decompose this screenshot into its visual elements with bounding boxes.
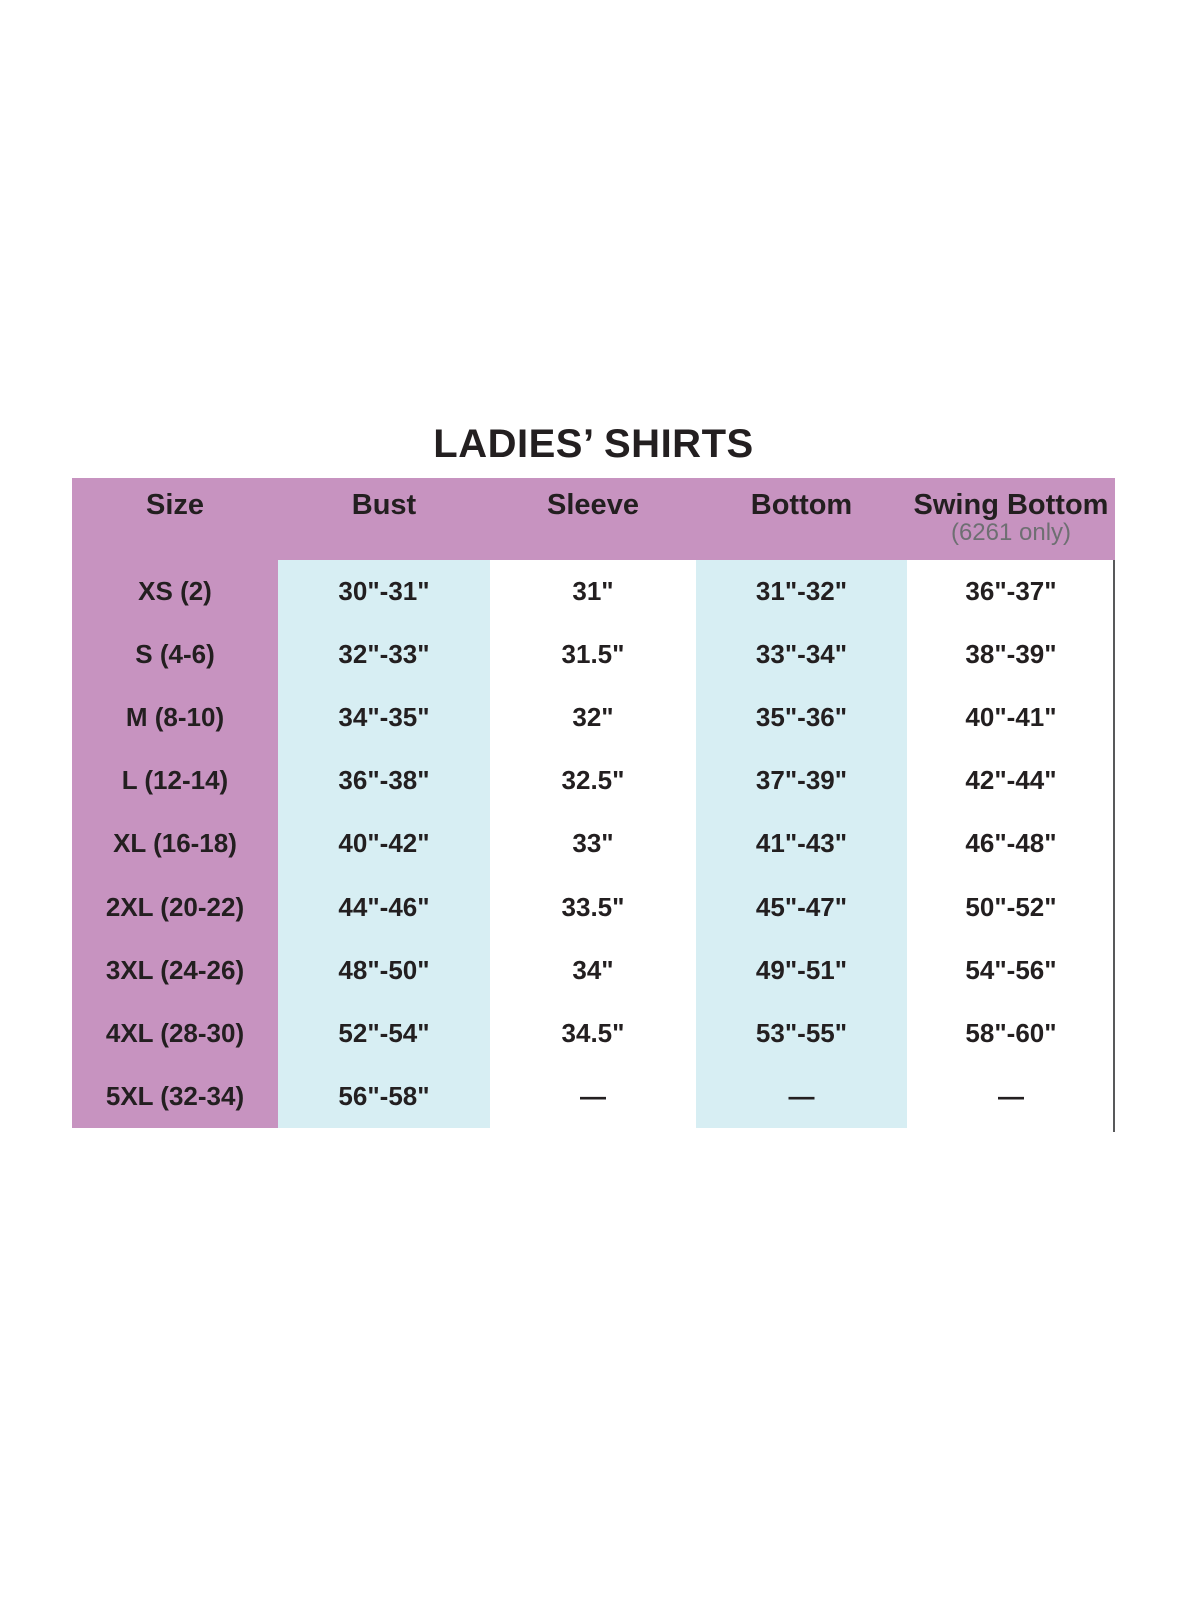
- table-body: [72, 560, 1115, 1128]
- table-header-row: [72, 478, 1115, 560]
- cell-bust: 36"-38": [278, 749, 490, 812]
- cell-bottom: 31"-32": [696, 560, 907, 623]
- page-title: LADIES’ SHIRTS: [433, 422, 754, 466]
- cell-swing: 42"-44": [907, 749, 1115, 812]
- column-header-label: Bust: [351, 489, 417, 521]
- cell-sleeve: 32": [490, 686, 696, 749]
- cell-sleeve: 34": [490, 939, 696, 1002]
- cell-sleeve: 33.5": [490, 875, 696, 938]
- cell-sleeve: 32.5": [490, 749, 696, 812]
- cell-bust: 34"-35": [278, 686, 490, 749]
- cell-size: XS (2): [72, 560, 278, 623]
- table-right-border: [1113, 560, 1115, 1132]
- cell-size: 4XL (28-30): [72, 1002, 278, 1065]
- size-chart-table: [72, 478, 1115, 1128]
- cell-swing: 38"-39": [907, 623, 1115, 686]
- cell-sleeve: —: [490, 1065, 696, 1128]
- cell-swing: 46"-48": [907, 812, 1115, 875]
- cell-swing: —: [907, 1065, 1115, 1128]
- column-header-sleeve: [490, 478, 696, 560]
- column-header-label: Sleeve: [547, 489, 639, 521]
- cell-swing: 40"-41": [907, 686, 1115, 749]
- cell-swing: 54"-56": [907, 939, 1115, 1002]
- cell-sleeve: 33": [490, 812, 696, 875]
- column-header-label: Swing Bottom: [913, 489, 1109, 521]
- cell-bottom: 37"-39": [696, 749, 907, 812]
- cell-sleeve: 34.5": [490, 1002, 696, 1065]
- cell-bottom: 35"-36": [696, 686, 907, 749]
- cell-swing: 50"-52": [907, 875, 1115, 938]
- cell-bust: 48"-50": [278, 939, 490, 1002]
- cell-sleeve: 31.5": [490, 623, 696, 686]
- cell-size: S (4-6): [72, 623, 278, 686]
- cell-bottom: 33"-34": [696, 623, 907, 686]
- column-header-label: Size: [145, 489, 205, 521]
- column-header-swing-bottom: [907, 478, 1115, 560]
- cell-bottom: —: [696, 1065, 907, 1128]
- column-header-bottom: [696, 478, 907, 560]
- cell-bottom: 45"-47": [696, 875, 907, 938]
- cell-swing: 58"-60": [907, 1002, 1115, 1065]
- column-header-size: [72, 478, 278, 560]
- cell-size: 5XL (32-34): [72, 1065, 278, 1128]
- cell-swing: 36"-37": [907, 560, 1115, 623]
- cell-bust: 56"-58": [278, 1065, 490, 1128]
- column-header-label: Bottom: [750, 489, 853, 521]
- column-header-sublabel: (6261 only): [950, 519, 1072, 546]
- cell-bust: 52"-54": [278, 1002, 490, 1065]
- cell-bust: 30"-31": [278, 560, 490, 623]
- cell-bottom: 49"-51": [696, 939, 907, 1002]
- column-header-bust: [278, 478, 490, 560]
- cell-bust: 40"-42": [278, 812, 490, 875]
- cell-bust: 44"-46": [278, 875, 490, 938]
- cell-size: 2XL (20-22): [72, 875, 278, 938]
- cell-sleeve: 31": [490, 560, 696, 623]
- cell-bottom: 53"-55": [696, 1002, 907, 1065]
- cell-bust: 32"-33": [278, 623, 490, 686]
- cell-size: XL (16-18): [72, 812, 278, 875]
- cell-size: 3XL (24-26): [72, 939, 278, 1002]
- cell-size: L (12-14): [72, 749, 278, 812]
- cell-bottom: 41"-43": [696, 812, 907, 875]
- cell-size: M (8-10): [72, 686, 278, 749]
